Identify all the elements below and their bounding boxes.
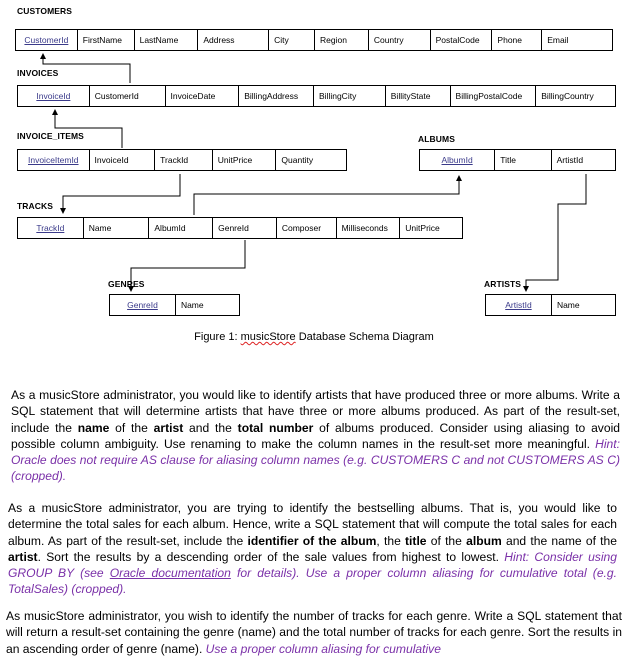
albums-column-albumid: AlbumId <box>420 150 495 170</box>
customers-column-customerid: CustomerId <box>16 30 78 50</box>
customers-column-firstname: FirstName <box>78 30 135 50</box>
invoice-items-column-invoiceid: InvoiceId <box>90 150 156 170</box>
tracks-column-genreid: GenreId <box>213 218 277 238</box>
customers-column-email: Email <box>547 35 569 45</box>
albums-column-title: Title <box>495 150 551 170</box>
albums-table <box>419 149 616 171</box>
question-1: As a musicStore administrator, you would like to identify artists that have produced three or more albums. Write a SQL statement that will determine artists that have three or more albums produced. As part of the result-set, include the name of the artist and the total number of albums produced. Consider using aliasing to avoid possible column ambiguity. Use renaming to make the column names in the result-set more meaningful. Hint: Oracle does not require AS clause for aliasing column names (e.g. CUSTOMERS C and not CUSTOMERS AS C) (cropped). <box>11 388 620 484</box>
oracle-documentation-link[interactable]: Oracle documentation <box>109 566 231 581</box>
fk-albums-artists <box>526 174 586 291</box>
invoice-items-table <box>17 149 347 171</box>
customers-table <box>15 29 613 51</box>
tracks-column-name: Name <box>84 218 150 238</box>
question-3: As musicStore administrator, you wish to identify the number of tracks for each genre. Write a SQL statement that will return a result-set containing the genre (name) and the total number of tracks for each genre. Sort the results in an ascending order of genre (name). Use a proper column aliasing for cumulative <box>6 609 622 656</box>
tracks-column-trackid: TrackId <box>18 218 84 238</box>
tracks-column-albumid: AlbumId <box>149 218 213 238</box>
artists-table-label: ARTISTS <box>484 279 522 289</box>
fk-items-invoices <box>55 110 122 148</box>
figure-caption: Figure 1: musicStore Database Schema Diagram <box>194 331 434 343</box>
invoices-table <box>17 85 616 107</box>
customers-column-phone: Phone <box>492 30 542 50</box>
invoices-column-invoicedate: InvoiceDate <box>166 86 240 106</box>
artists-column-name: Name <box>556 300 580 310</box>
tracks-column-unitprice: UnitPrice <box>405 223 440 233</box>
invoice-items-column-unitprice: UnitPrice <box>213 150 277 170</box>
invoices-column-billingcountry: BillingCountry <box>541 91 594 101</box>
albums-column-artistid: ArtistId <box>556 155 584 165</box>
genres-column-genreid: GenreId <box>110 295 176 315</box>
invoice-items-table-label: INVOICE_ITEMS <box>17 131 84 141</box>
albums-table-label: ALBUMS <box>418 134 455 144</box>
tracks-column-composer: Composer <box>277 218 337 238</box>
genres-column-name: Name <box>180 300 204 310</box>
invoices-column-billingpostalcode: BillingPostalCode <box>451 86 537 106</box>
tracks-table <box>17 217 463 239</box>
tracks-column-milliseconds: Milliseconds <box>337 218 401 238</box>
tracks-table-label: TRACKS <box>17 201 54 211</box>
invoices-column-billitystate: BillityState <box>386 86 451 106</box>
invoice-items-column-quantity: Quantity <box>281 155 314 165</box>
customers-column-postalcode: PostalCode <box>431 30 493 50</box>
genres-table <box>109 294 240 316</box>
invoices-column-billingcity: BillingCity <box>314 86 386 106</box>
invoices-column-customerid: CustomerId <box>90 86 166 106</box>
invoice-items-column-trackid: TrackId <box>155 150 213 170</box>
invoices-table-label: INVOICES <box>17 68 59 78</box>
artists-column-artistid: ArtistId <box>486 295 552 315</box>
customers-column-country: Country <box>369 30 431 50</box>
invoices-column-billingaddress: BillingAddress <box>239 86 314 106</box>
question-2: As a musicStore administrator, you are trying to identify the bestselling albums. That is, you would like to determine the total sales for each album. Hence, write a SQL statement that will compute the total sales for each album. As part of the result-set, include the identifier of the album, the title of the album and the name of the artist. Sort the results by a descending order of the sale values from highest to lowest. Hint: Consider using GROUP BY (see Oracle documentation for details). Use a proper column aliasing for cumulative total (e.g. TotalSales) (cropped). <box>8 501 617 597</box>
customers-column-region: Region <box>315 30 369 50</box>
customers-column-city: City <box>269 30 315 50</box>
fk-tracks-albums <box>194 176 459 215</box>
genres-table-label: GENRES <box>108 279 145 289</box>
fk-items-tracks <box>63 174 180 213</box>
invoice-items-column-invoiceitemid: InvoiceItemId <box>18 150 90 170</box>
artists-table <box>485 294 616 316</box>
customers-table-label: CUSTOMERS <box>17 6 73 16</box>
invoices-column-invoiceid: InvoiceId <box>18 86 90 106</box>
customers-column-address: Address <box>198 30 269 50</box>
fk-tracks-genres <box>131 240 245 291</box>
customers-column-lastname: LastName <box>135 30 199 50</box>
